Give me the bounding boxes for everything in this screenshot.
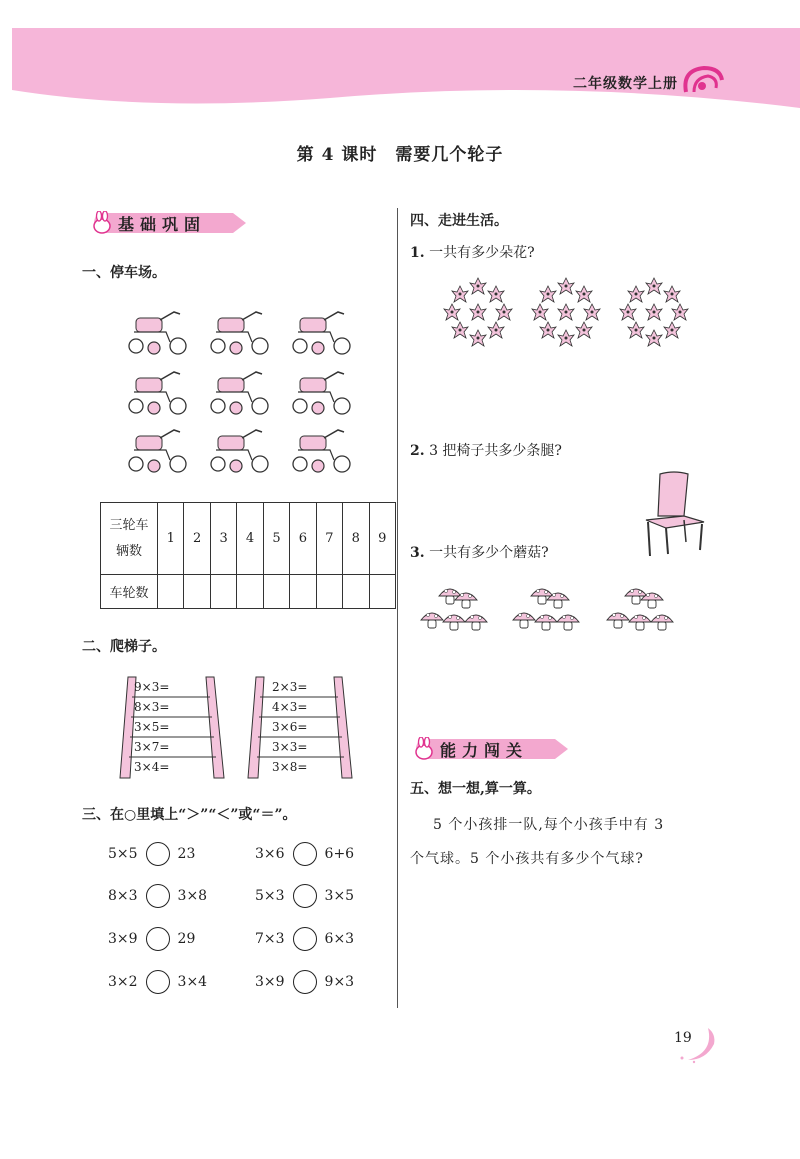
ladder-right-step: 2×3=	[272, 680, 308, 694]
q3-title: 三、在○里填上“＞”“＜”或“＝”。	[82, 807, 297, 823]
ladder-right-step: 4×3=	[272, 700, 308, 714]
q5-line2: 个气球。5 个小孩共有多少个气球?	[410, 851, 644, 867]
sub2-number: 2.	[410, 443, 425, 459]
compare-right: 3×5	[324, 888, 355, 904]
ladder-right-step: 3×8=	[272, 760, 308, 774]
sub2-text: 3 把椅子共多少条腿?	[429, 443, 562, 459]
answer-circle[interactable]	[146, 970, 170, 994]
table-cell: 7	[316, 503, 342, 575]
bunny-icon	[90, 211, 114, 235]
answer-circle[interactable]	[146, 927, 170, 951]
sub1-number: 1.	[410, 245, 425, 261]
q4-sub3	[410, 542, 549, 562]
compare-right: 9×3	[324, 974, 355, 990]
compare-item	[108, 970, 207, 994]
table-cell: 6	[290, 503, 316, 575]
answer-cell[interactable]	[237, 575, 263, 609]
table-cell: 3	[210, 503, 236, 575]
row-label-wheels: 车轮数	[101, 575, 158, 609]
answer-cell[interactable]	[263, 575, 289, 609]
answer-circle[interactable]	[293, 927, 317, 951]
compare-item	[255, 927, 354, 951]
compare-left: 3×2	[108, 974, 138, 990]
label-count: 辆数	[115, 543, 142, 559]
compare-item	[108, 927, 195, 951]
compare-item	[255, 842, 354, 866]
compare-item	[108, 884, 207, 908]
answer-cell[interactable]	[343, 575, 369, 609]
compare-item	[255, 970, 354, 994]
page-number: 19	[674, 1030, 692, 1046]
bunny-icon	[412, 737, 436, 761]
ladder-left-step: 8×3=	[134, 700, 170, 714]
tricycle-table	[100, 502, 396, 609]
answer-cell[interactable]	[184, 575, 210, 609]
compare-left: 3×9	[255, 974, 285, 990]
table-cell: 1	[158, 503, 184, 575]
lesson-title: 第 4 课时 需要几个轮子	[296, 145, 504, 165]
chair-illustration	[640, 470, 710, 558]
compare-right: 23	[177, 846, 196, 862]
book-logo-icon	[680, 62, 726, 98]
answer-cell[interactable]	[369, 575, 396, 609]
answer-circle[interactable]	[293, 970, 317, 994]
ladder-left-step: 3×4=	[134, 760, 170, 774]
table-cell: 4	[237, 503, 263, 575]
flowers-illustration	[440, 272, 700, 352]
ladder-right-step: 3×6=	[272, 720, 308, 734]
answer-circle[interactable]	[293, 884, 317, 908]
banner-basic-text: 基础巩固	[118, 215, 207, 234]
compare-item	[255, 884, 354, 908]
ladder-left-step: 3×7=	[134, 740, 170, 754]
column-divider	[397, 208, 398, 1008]
sub1-text: 一共有多少朵花?	[429, 245, 535, 261]
compare-left: 3×6	[255, 846, 285, 862]
compare-right: 29	[177, 931, 196, 947]
compare-left: 3×9	[108, 931, 138, 947]
compare-left: 5×3	[255, 888, 285, 904]
answer-cell[interactable]	[158, 575, 184, 609]
compare-right: 3×8	[177, 888, 208, 904]
compare-left: 8×3	[108, 888, 138, 904]
answer-cell[interactable]	[210, 575, 236, 609]
header-banner	[0, 0, 800, 120]
ladder-left-step: 3×5=	[134, 720, 170, 734]
row-label-tricycles	[101, 503, 158, 575]
book-title: 二年级数学上册	[573, 76, 678, 92]
q4-sub1	[410, 242, 535, 262]
q1-title: 一、停车场。	[82, 265, 166, 281]
answer-circle[interactable]	[293, 842, 317, 866]
answer-circle[interactable]	[146, 884, 170, 908]
sub3-text: 一共有多少个蘑菇?	[429, 545, 549, 561]
banner-ability-text: 能力闯关	[440, 741, 529, 760]
compare-right: 6×3	[324, 931, 355, 947]
compare-left: 7×3	[255, 931, 285, 947]
table-cell: 2	[184, 503, 210, 575]
q5-line1: 5 个小孩排一队,每个小孩手中有 3	[433, 817, 665, 833]
table-cell: 9	[369, 503, 396, 575]
q4-sub2	[410, 440, 562, 460]
tricycles-illustration	[120, 300, 360, 480]
sub3-number: 3.	[410, 545, 425, 561]
banner-basic	[88, 210, 248, 236]
ladder-right-step: 3×3=	[272, 740, 308, 754]
label-tricycle: 三轮车	[109, 517, 149, 533]
table-cell: 5	[263, 503, 289, 575]
answer-circle[interactable]	[146, 842, 170, 866]
ladder-left-step: 9×3=	[134, 680, 170, 694]
mushrooms-illustration	[420, 574, 690, 640]
q5-title: 五、想一想,算一算。	[410, 781, 541, 797]
banner-ability	[410, 736, 570, 762]
q4-title: 四、走进生活。	[410, 213, 508, 229]
table-cell: 8	[343, 503, 369, 575]
compare-item	[108, 842, 195, 866]
answer-cell[interactable]	[290, 575, 316, 609]
answer-cell[interactable]	[316, 575, 342, 609]
q2-title: 二、爬梯子。	[82, 639, 166, 655]
compare-right: 6+6	[324, 846, 355, 862]
compare-left: 5×5	[108, 846, 138, 862]
compare-right: 3×4	[177, 974, 208, 990]
